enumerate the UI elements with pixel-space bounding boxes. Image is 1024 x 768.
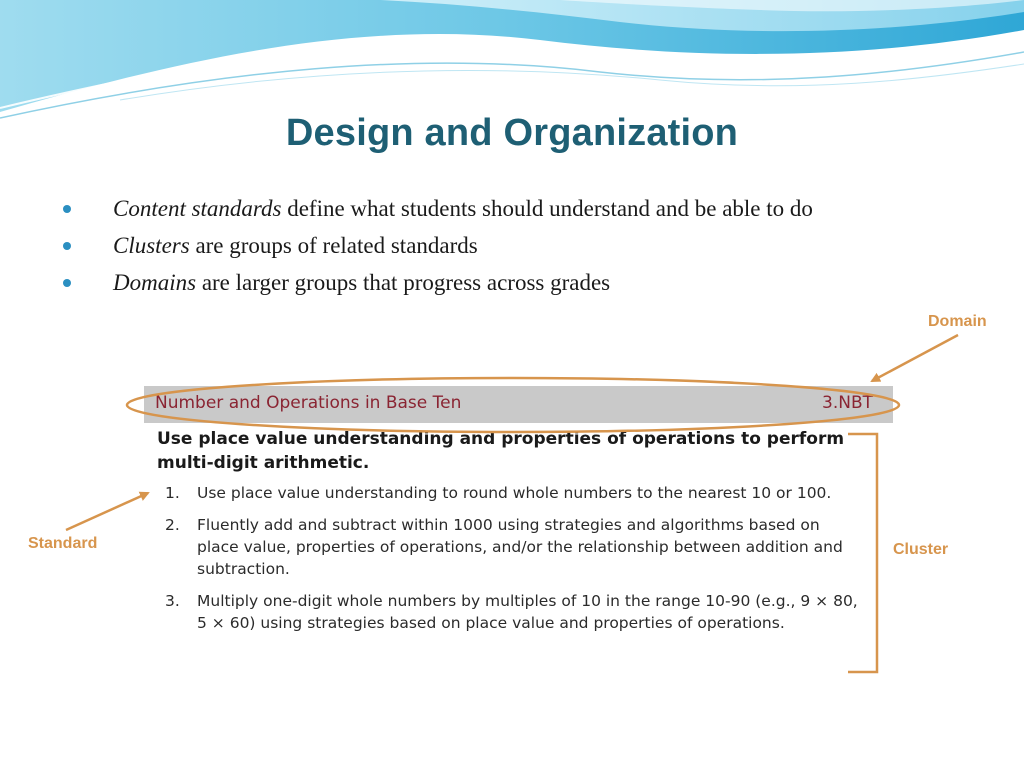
slide-title: Design and Organization bbox=[285, 112, 739, 154]
bullet-rest: define what students should understand and be able to do bbox=[281, 196, 813, 221]
standard-item bbox=[160, 514, 860, 580]
bullet-term: Domains bbox=[113, 270, 197, 295]
standard-number: 3. bbox=[165, 592, 180, 610]
standard-text: Use place value understanding to round whole numbers to the nearest 10 or 100. bbox=[197, 484, 832, 502]
bullet-dot-icon bbox=[63, 242, 71, 250]
standard-text: Multiply one-digit whole numbers by multiples of 10 in the range 10-90 (e.g., 9 × 80, 5 × 60) using strategies based on place value and properties of operations. bbox=[197, 592, 858, 632]
bullet-text bbox=[113, 192, 813, 226]
bullet-term: Clusters bbox=[113, 233, 190, 258]
wave-header-decoration bbox=[0, 0, 1024, 130]
bullet-rest: are groups of related standards bbox=[189, 233, 478, 258]
standard-text: Fluently add and subtract within 1000 using strategies and algorithms based on place value, properties of operations, and/or the relationship between addition and subtraction. bbox=[197, 516, 843, 578]
bullet-rest: are larger groups that progress across grades bbox=[196, 270, 611, 295]
bullet-dot-icon bbox=[63, 205, 71, 213]
standard-item bbox=[160, 482, 860, 504]
bullet-dot-icon bbox=[63, 279, 71, 287]
standard-item bbox=[160, 590, 860, 634]
bullet-item bbox=[60, 266, 1000, 303]
bullet-item bbox=[60, 192, 1000, 229]
domain-name: Number and Operations in Base Ten bbox=[155, 393, 462, 413]
standard-number: 2. bbox=[165, 516, 180, 534]
bullet-item bbox=[60, 229, 1000, 266]
cluster-callout-label: Cluster bbox=[893, 541, 949, 558]
bullet-text bbox=[113, 229, 478, 263]
bullet-term: Content standards bbox=[113, 196, 282, 221]
cluster-heading: Use place value understanding and properties of operations to perform multi-digit arithmetic. bbox=[157, 429, 845, 473]
domain-code: 3.NBT bbox=[822, 393, 873, 413]
domain-callout-label: Domain bbox=[928, 313, 987, 330]
standards-list bbox=[160, 482, 860, 644]
bullet-text bbox=[113, 266, 610, 300]
standard-number: 1. bbox=[165, 484, 180, 502]
standard-callout-label: Standard bbox=[28, 535, 98, 552]
bullet-list bbox=[60, 192, 1000, 303]
